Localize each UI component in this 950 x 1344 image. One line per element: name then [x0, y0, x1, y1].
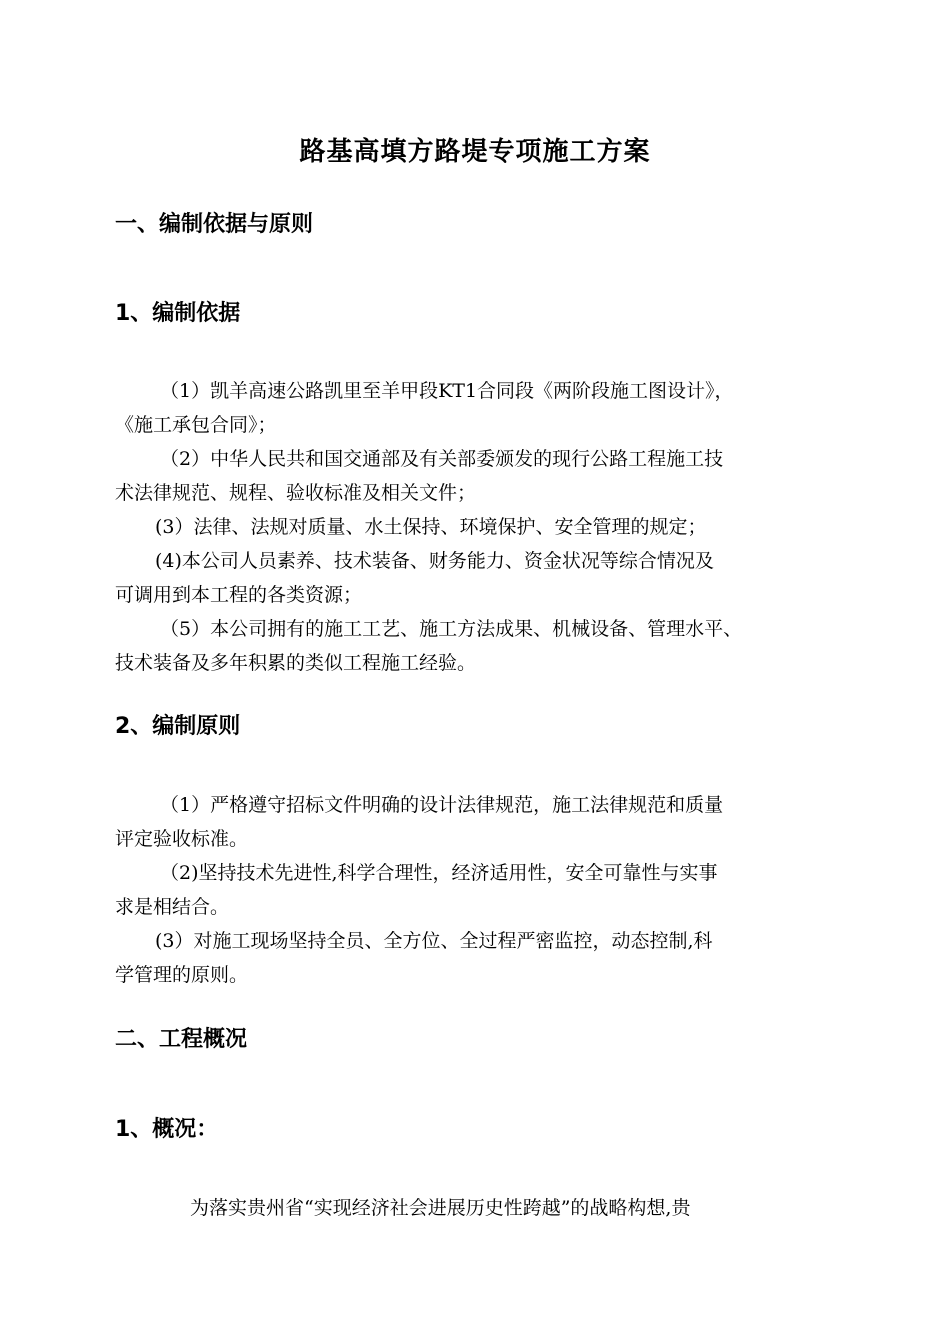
subsection-heading-basis: 1、编制依据 [115, 301, 241, 326]
text-line: (3）对施工现场坚持全员、全方位、全过程严密监控，动态控制,科 [155, 930, 713, 952]
basis-item-2 [115, 442, 835, 510]
subsection-heading-principles: 2、编制原则 [115, 714, 241, 739]
overview-paragraph [115, 1191, 835, 1225]
principle-item-1 [115, 788, 835, 856]
text-line: 可调用到本工程的各类资源； [115, 584, 363, 606]
text-line: （2)坚持技术先进性,科学合理性，经济适用性，安全可靠性与实事 [160, 862, 718, 884]
text-line: 术法律规范、规程、验收标准及相关文件； [115, 482, 477, 504]
subsection-heading-overview: 1、概况： [115, 1117, 219, 1142]
basis-item-4 [115, 544, 835, 612]
basis-item-1 [115, 374, 835, 442]
document-title: 路基高填方路堤专项施工方案 [299, 137, 651, 167]
text-line: (4)本公司人员素养、技术装备、财务能力、资金状况等综合情况及 [155, 550, 714, 572]
text-line: （5）本公司拥有的施工工艺、施工方法成果、机械设备、管理水平、 [160, 618, 743, 640]
basis-item-3 [115, 510, 835, 544]
text-line: （1）凯羊高速公路凯里至羊甲段KT1合同段《两阶段施工图设计》， [160, 380, 734, 402]
text-line: 评定验收标准。 [115, 828, 249, 850]
basis-item-5 [115, 612, 835, 680]
text-line: 求是相结合。 [115, 896, 230, 918]
principle-item-2 [115, 856, 835, 924]
text-line: 技术装备及多年积累的类似工程施工经验。 [115, 652, 477, 674]
text-line: 为落实贵州省“实现经济社会进展历史性跨越”的战略构想,贵 [190, 1197, 691, 1219]
section-heading-basis-principles: 一、编制依据与原则 [115, 212, 314, 237]
text-line: 《施工承包合同》； [115, 414, 277, 436]
text-line: （1）严格遵守招标文件明确的设计法律规范，施工法律规范和质量 [160, 794, 724, 816]
principle-item-3 [115, 924, 835, 992]
section-heading-overview: 二、工程概况 [115, 1027, 248, 1052]
text-line: 学管理的原则。 [115, 964, 249, 986]
text-line: （2）中华人民共和国交通部及有关部委颁发的现行公路工程施工技 [160, 448, 724, 470]
text-line: (3）法律、法规对质量、水土保持、环境保护、安全管理的规定； [155, 516, 707, 538]
